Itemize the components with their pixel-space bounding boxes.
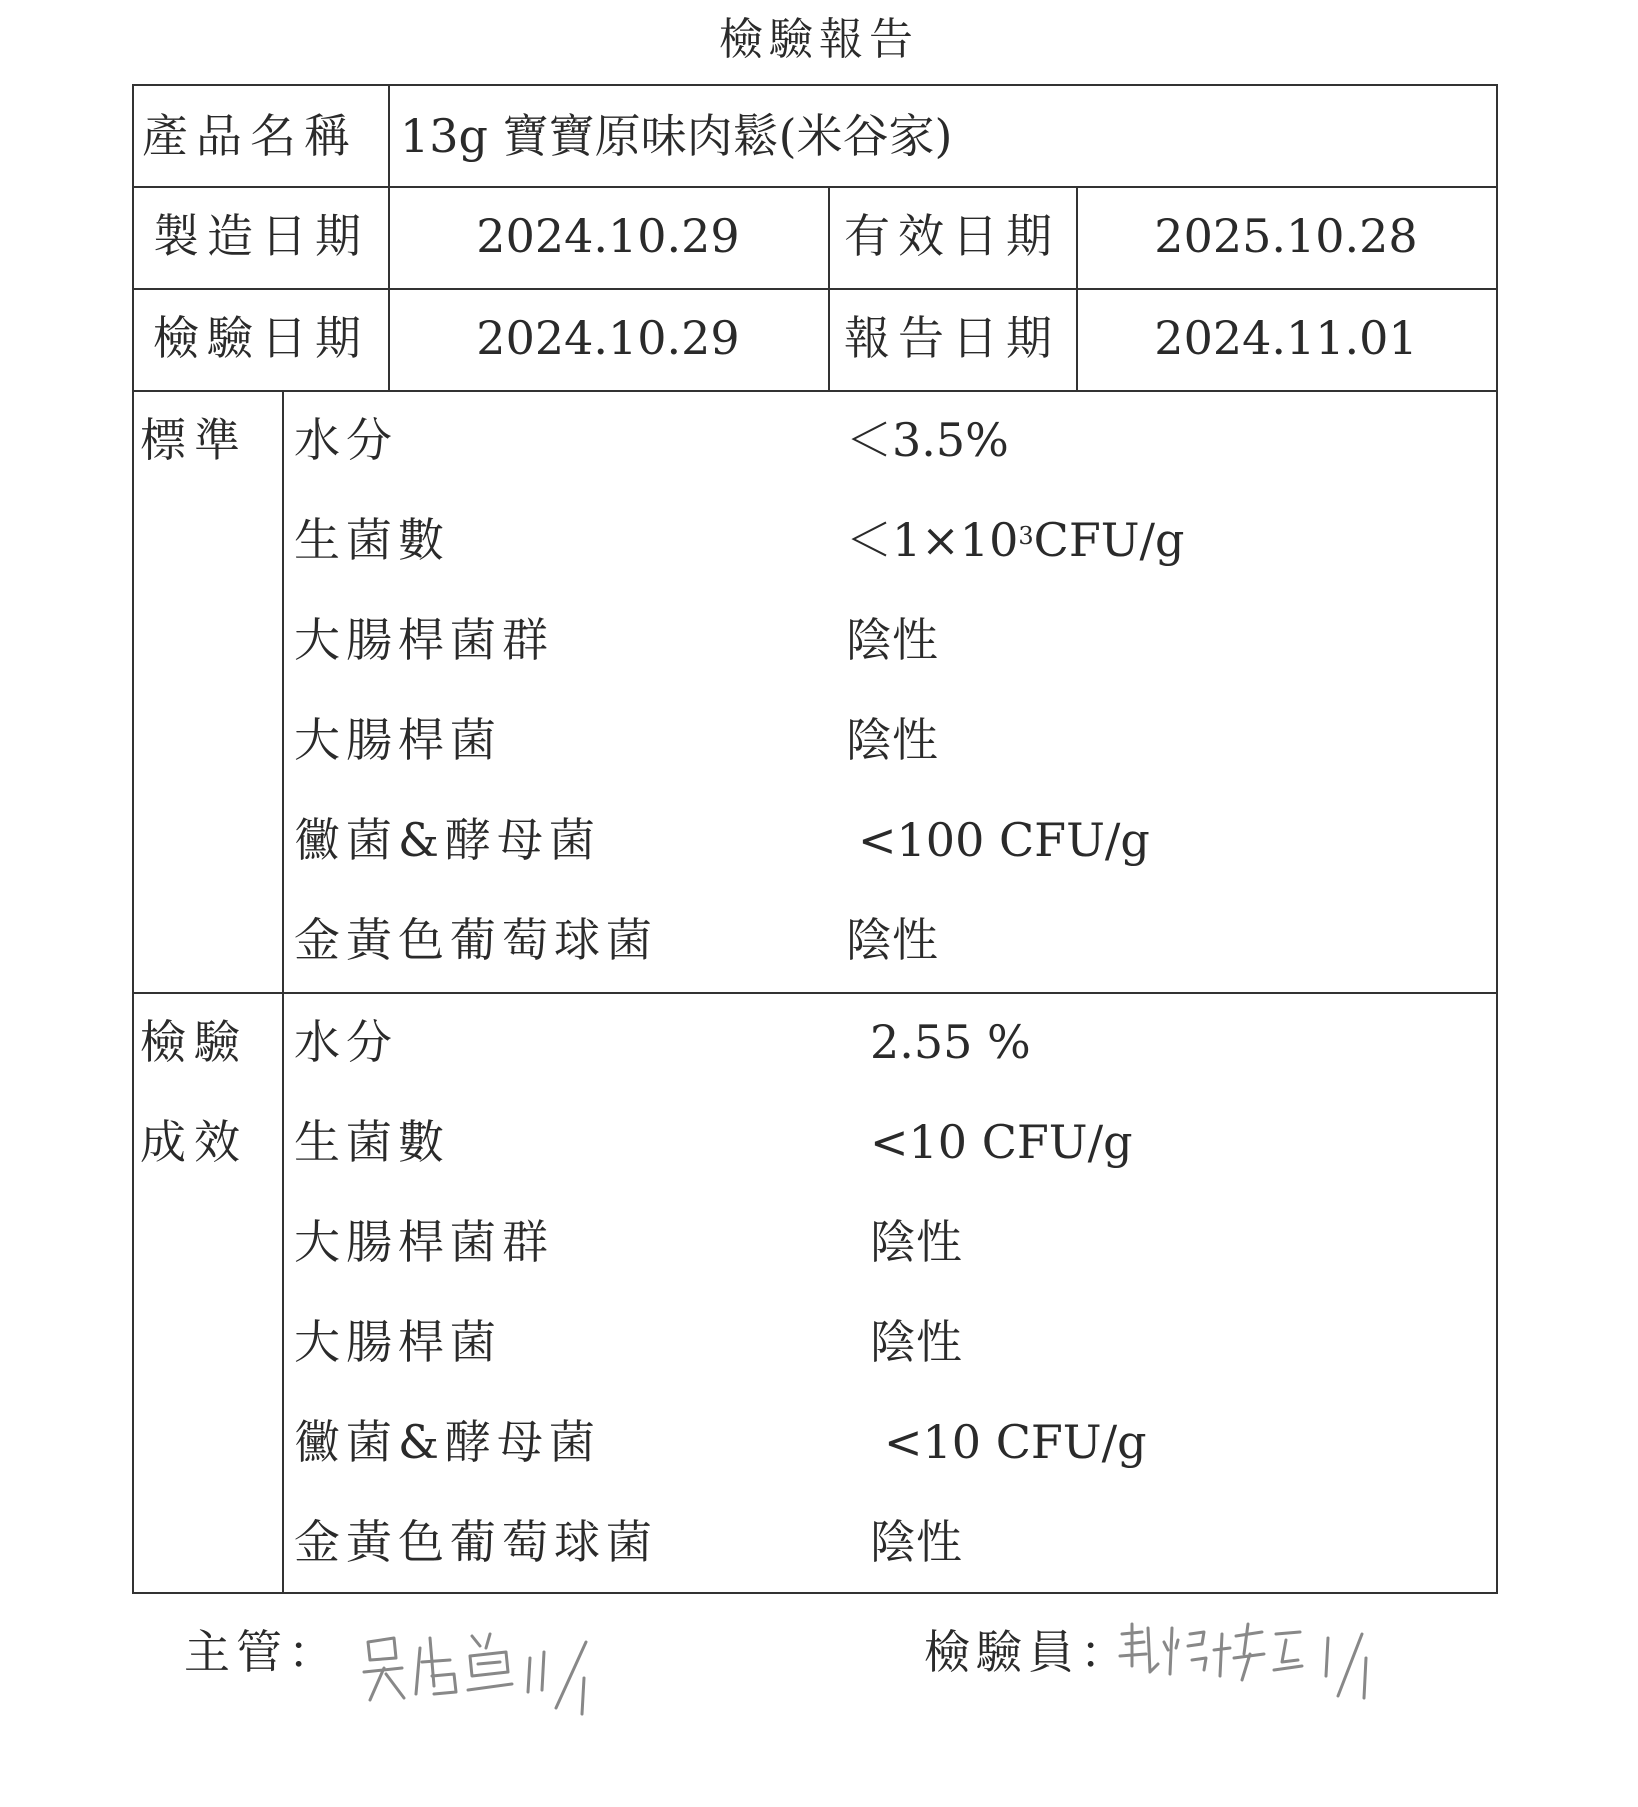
standard-item-value: 陰性 <box>846 713 938 767</box>
report-date: 2024.11.01 <box>1154 311 1418 365</box>
standard-item-value: 陰性 <box>846 913 938 967</box>
inspection-date-label: 檢驗日期 <box>153 311 369 365</box>
inspector-label: 檢驗員： <box>924 1625 1132 1679</box>
value-exponent: 3 <box>1018 522 1034 550</box>
result-item-name: 金黃色葡萄球菌 <box>294 1515 658 1569</box>
standard-item-name: 黴菌&酵母菌 <box>294 813 601 867</box>
expiry-date-label: 有效日期 <box>844 209 1060 263</box>
result-item-value: <10 CFU/g <box>870 1115 1133 1169</box>
signature-image <box>360 1628 600 1718</box>
standard-item-name: 大腸桿菌 <box>294 713 502 767</box>
standard-item-name: 生菌數 <box>294 513 450 567</box>
result-item-name: 生菌數 <box>294 1115 450 1169</box>
result-item-value: 陰性 <box>870 1515 962 1569</box>
standard-item-value: 陰性 <box>846 613 938 667</box>
standard-item-value: <100 CFU/g <box>858 813 1150 867</box>
standard-item-value: ＜3.5% <box>846 413 1009 467</box>
result-item-name: 水分 <box>294 1015 398 1069</box>
standard-item-name: 大腸桿菌群 <box>294 613 554 667</box>
results-label-line2: 成效 <box>140 1115 248 1169</box>
expiry-date: 2025.10.28 <box>1154 209 1418 263</box>
result-item-name: 黴菌&酵母菌 <box>294 1415 601 1469</box>
standard-item-name: 水分 <box>294 413 398 467</box>
product-name-label: 產品名稱 <box>142 109 358 163</box>
result-item-value: <10 CFU/g <box>884 1415 1147 1469</box>
standard-label: 標準 <box>140 413 248 467</box>
supervisor-label: 主管： <box>184 1625 340 1679</box>
manufacture-date: 2024.10.29 <box>476 209 740 263</box>
result-item-value: 2.55 % <box>870 1015 1031 1069</box>
result-item-name: 大腸桿菌群 <box>294 1215 554 1269</box>
result-item-name: 大腸桿菌 <box>294 1315 502 1369</box>
signature-image <box>1116 1614 1376 1704</box>
product-name: 13g 寶寶原味肉鬆(米谷家) <box>400 109 953 163</box>
report-table <box>132 84 1498 1594</box>
col-divider <box>282 390 284 1594</box>
manufacture-date-label: 製造日期 <box>153 209 369 263</box>
standard-item-value <box>846 490 1184 590</box>
report-date-label: 報告日期 <box>844 311 1060 365</box>
standard-item-name: 金黃色葡萄球菌 <box>294 913 658 967</box>
results-label-line1: 檢驗 <box>140 1015 248 1069</box>
supervisor-signature <box>360 1628 600 1722</box>
result-item-value: 陰性 <box>870 1315 962 1369</box>
inspection-date: 2024.10.29 <box>476 311 740 365</box>
value-unit: CFU/g <box>1033 513 1185 567</box>
result-item-value: 陰性 <box>870 1215 962 1269</box>
report-title: 檢驗報告 <box>719 14 919 65</box>
inspector-signature <box>1116 1614 1376 1708</box>
value-prefix: ＜1×10 <box>846 513 1019 567</box>
